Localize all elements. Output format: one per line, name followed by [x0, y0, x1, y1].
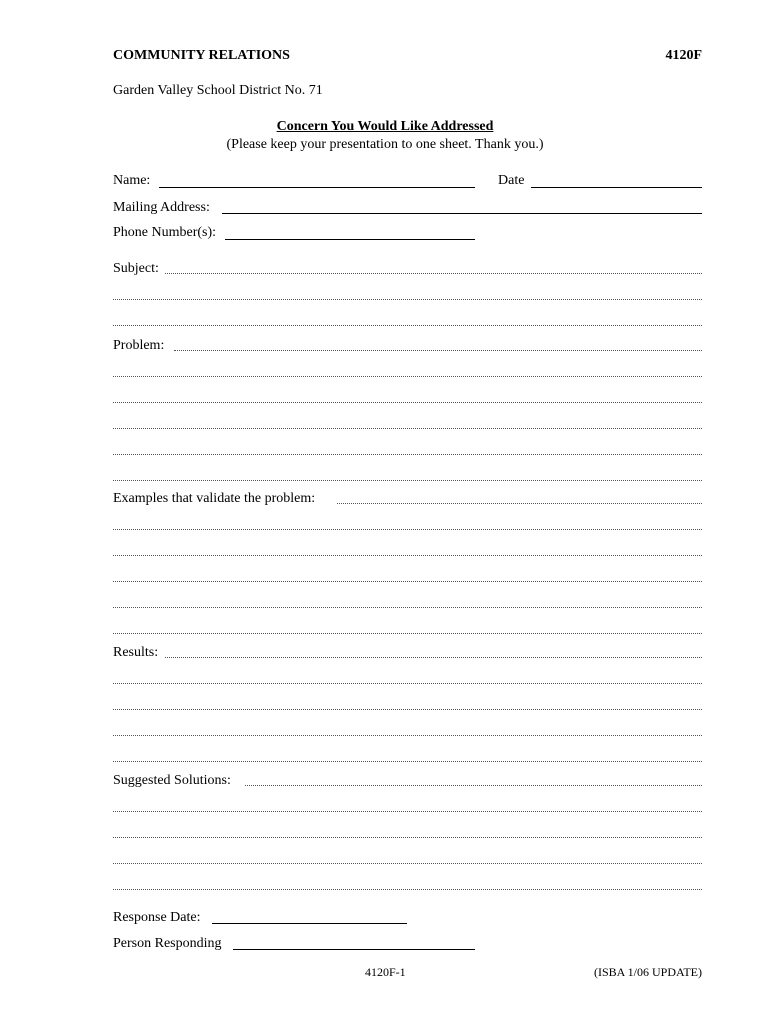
- examples-line[interactable]: [113, 581, 702, 582]
- phone-label: Phone Number(s):: [113, 225, 217, 240]
- examples-line[interactable]: [113, 555, 702, 556]
- subject-label: Subject:: [113, 261, 159, 276]
- examples-label: Examples that validate the problem:: [113, 491, 316, 506]
- examples-line[interactable]: [113, 633, 702, 634]
- phone-field[interactable]: [225, 239, 475, 240]
- name-field[interactable]: [159, 187, 475, 188]
- problem-line[interactable]: [113, 402, 702, 403]
- results-line[interactable]: [113, 761, 702, 762]
- solutions-line[interactable]: [113, 863, 702, 864]
- problem-line[interactable]: [113, 480, 702, 481]
- mailing-address-field[interactable]: [222, 213, 702, 214]
- section-heading: COMMUNITY RELATIONS: [113, 48, 290, 63]
- results-line[interactable]: [113, 709, 702, 710]
- subject-line[interactable]: [113, 325, 702, 326]
- date-field[interactable]: [531, 187, 702, 188]
- mailing-address-label: Mailing Address:: [113, 200, 210, 215]
- subject-line[interactable]: [165, 273, 702, 274]
- solutions-line[interactable]: [245, 785, 702, 786]
- name-label: Name:: [113, 173, 151, 188]
- update-note: (ISBA 1/06 UPDATE): [593, 965, 702, 979]
- examples-line[interactable]: [113, 529, 702, 530]
- results-line[interactable]: [113, 735, 702, 736]
- subject-line[interactable]: [113, 299, 702, 300]
- problem-line[interactable]: [113, 428, 702, 429]
- solutions-label: Suggested Solutions:: [113, 773, 231, 788]
- examples-line[interactable]: [113, 607, 702, 608]
- response-date-field[interactable]: [212, 923, 407, 924]
- person-responding-field[interactable]: [233, 949, 475, 950]
- person-responding-label: Person Responding: [113, 936, 222, 951]
- solutions-line[interactable]: [113, 889, 702, 890]
- results-label: Results:: [113, 645, 159, 660]
- results-line[interactable]: [165, 657, 702, 658]
- solutions-line[interactable]: [113, 837, 702, 838]
- response-date-label: Response Date:: [113, 910, 201, 925]
- problem-label: Problem:: [113, 338, 165, 353]
- examples-line[interactable]: [337, 503, 702, 504]
- problem-line[interactable]: [174, 350, 702, 351]
- date-label: Date: [498, 173, 525, 188]
- problem-line[interactable]: [113, 376, 702, 377]
- solutions-line[interactable]: [113, 811, 702, 812]
- form-title: Concern You Would Like Addressed: [276, 119, 494, 134]
- page-number: 4120F-1: [365, 965, 406, 979]
- form-subtitle: (Please keep your presentation to one sheet. Thank you.): [226, 137, 544, 152]
- district-name: Garden Valley School District No. 71: [113, 83, 323, 98]
- problem-line[interactable]: [113, 454, 702, 455]
- policy-code: 4120F: [665, 48, 702, 63]
- results-line[interactable]: [113, 683, 702, 684]
